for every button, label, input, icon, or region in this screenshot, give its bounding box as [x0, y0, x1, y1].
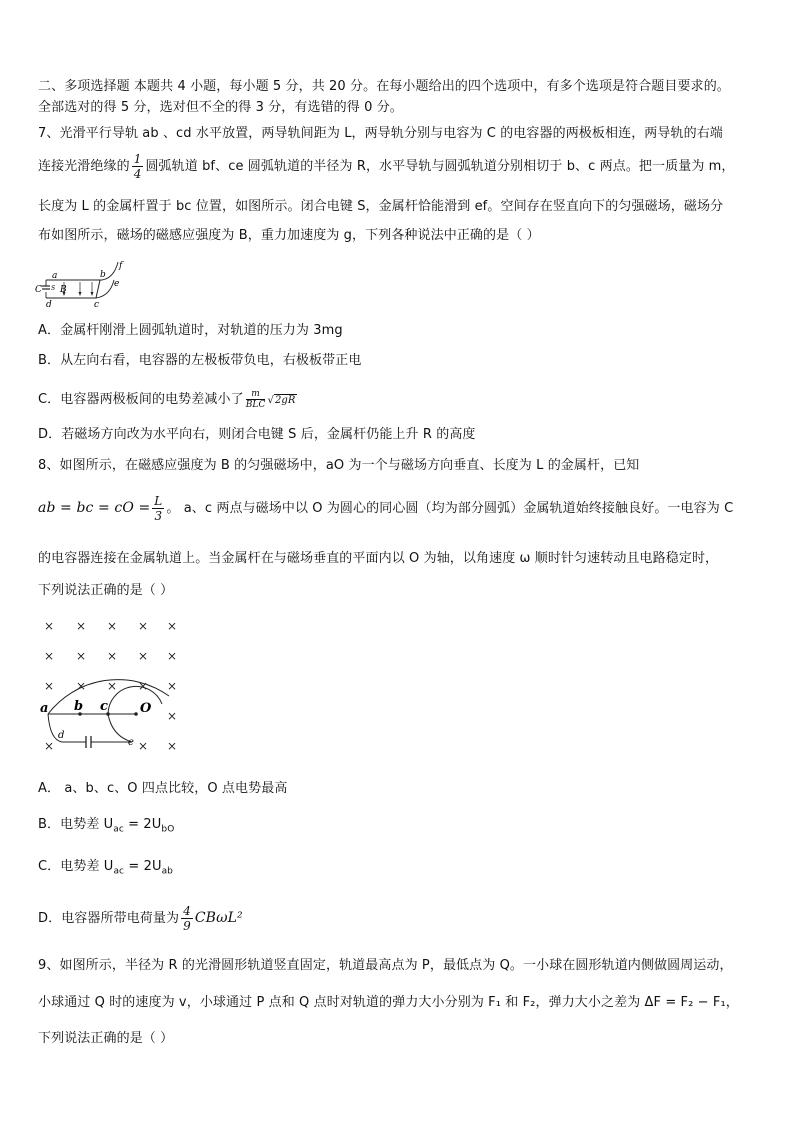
- q8-stem-line2: [38, 494, 733, 523]
- q7-option-c: [38, 389, 297, 410]
- svg-text:×: ×: [167, 679, 178, 693]
- q8-option-c-text: C．电势差 U: [38, 859, 114, 874]
- q8-stem-line4: 下列说法正确的是（ ）: [38, 583, 174, 598]
- svg-text:×: ×: [76, 649, 87, 663]
- svg-text:×: ×: [138, 619, 149, 633]
- svg-text:×: ×: [107, 649, 118, 663]
- svg-text:×: ×: [44, 679, 55, 693]
- svg-text:×: ×: [44, 649, 55, 663]
- svg-text:×: ×: [138, 649, 149, 663]
- q8-stem-line2-text: 。 a、c 两点与磁场中以 O 为圆心的同心圆（均为部分圆弧）金属轨道始终接触良好。一电容为 C: [166, 501, 734, 516]
- q7-option-c-sqrt: √2gR: [267, 395, 296, 406]
- q9-stem-line3: 下列说法正确的是（ ）: [38, 1031, 174, 1046]
- q8-stem-line1: 8、如图所示，在磁感应强度为 B 的匀强磁场中，aO 为一个与磁场方向垂直、长度为 L 的金属杆，已知: [38, 458, 640, 473]
- svg-text:×: ×: [76, 619, 87, 633]
- q8-option-d-text: D．电容器所带电荷量为: [38, 911, 180, 926]
- svg-text:×: ×: [107, 679, 118, 693]
- q7-option-b: B．从左向右看，电容器的左极板带负电，右极板带正电: [38, 353, 362, 368]
- q7-fig-label-f: f: [119, 261, 123, 271]
- q8-option-b-sub2: bO: [161, 824, 175, 835]
- q7-option-c-text: C．电容器两极板间的电势差减小了: [38, 392, 244, 407]
- q7-stem-line3: 长度为 L 的金属杆置于 bc 位置，如图所示。闭合电键 S，金属杆恰能滑到 ef。空间存在竖直向下的匀强磁场，磁场分: [38, 199, 724, 214]
- svg-text:×: ×: [167, 709, 178, 723]
- q7-option-d: D．若磁场方向改为水平向右，则闭合电键 S 后，金属杆仍能上升 R 的高度: [38, 427, 476, 442]
- q8-option-c-eq: = 2U: [124, 859, 162, 874]
- q8-option-b-eq: = 2U: [123, 817, 162, 832]
- q8-option-d: [38, 904, 243, 933]
- q8-fig-label-a: a: [40, 701, 49, 716]
- q8-option-b-text: B．电势差 U: [38, 817, 114, 832]
- q8-equation: ab = bc = cO =: [38, 500, 151, 516]
- q8-fig-label-c: c: [100, 699, 108, 714]
- q8-option-c: [38, 858, 173, 881]
- q8-fig-label-b: b: [74, 699, 84, 714]
- svg-text:×: ×: [44, 619, 55, 633]
- q7-fig-label-C: C: [35, 285, 42, 295]
- section-header-line2: 全部选对的得 5 分，选对但不全的得 3 分，有选错的得 0 分。: [38, 100, 403, 115]
- q8-figure: [36, 614, 186, 754]
- q7-fig-label-B: B: [60, 285, 67, 295]
- q8-option-c-sub1: ac: [113, 866, 125, 877]
- q8-option-d-tail: CBωL²: [194, 910, 243, 926]
- q7-fig-label-d: d: [46, 300, 52, 310]
- svg-text:×: ×: [44, 739, 55, 753]
- q8-option-b-sub1: ac: [113, 824, 124, 835]
- svg-text:×: ×: [167, 649, 178, 663]
- q8-fig-label-O: O: [140, 701, 152, 716]
- svg-text:×: ×: [138, 679, 149, 693]
- q7-figure: [34, 256, 134, 312]
- section-header-line1: 二、多项选择题 本题共 4 小题，每小题 5 分，共 20 分。在每小题给出的四个选项中，有多个选项是符合题目要求的。: [38, 79, 730, 94]
- q7-fig-label-a: a: [52, 271, 58, 281]
- q8-fig-label-e: e: [128, 737, 134, 748]
- q7-stem-line2: [38, 152, 735, 181]
- q7-stem-line2-b: 圆弧轨道 bf、ce 圆弧轨道的半径为 R，水平导轨与圆弧轨道分别相切于 b、c 两点。把一质量为 m，: [145, 159, 735, 174]
- svg-text:×: ×: [167, 619, 178, 633]
- q7-stem-line1: 7、光滑平行导轨 ab 、cd 水平放置，两导轨间距为 L，两导轨分别与电容为 C 的电容器的两极板相连，两导轨的右端: [38, 126, 723, 141]
- svg-text:×: ×: [107, 619, 118, 633]
- q8-equation-fraction: $\frac{L}{3}$: [154, 494, 163, 523]
- svg-text:×: ×: [76, 679, 87, 693]
- q7-fig-label-c: c: [94, 300, 100, 310]
- q9-stem-line2: 小球通过 Q 时的速度为 v，小球通过 P 点和 Q 点时对轨道的弹力大小分别为 F₁ 和 F₂，弹力大小之差为 ΔF = F₂ − F₁，: [38, 995, 739, 1010]
- q8-option-a: A． a、b、c、O 四点比较，O 点电势最高: [38, 781, 288, 796]
- q8-option-c-sub2: ab: [161, 866, 173, 877]
- svg-text:×: ×: [167, 739, 178, 753]
- q7-option-a: A．金属杆刚滑上圆弧轨道时，对轨道的压力为 3mg: [38, 323, 343, 338]
- q8-option-d-fraction: $\frac{4}{9}$: [183, 904, 191, 933]
- q8-option-b: [38, 816, 174, 839]
- q9-stem-line1: 9、如图所示，半径为 R 的光滑圆形轨道竖直固定，轨道最高点为 P，最低点为 Q。一小球在圆形轨道内侧做圆周运动，: [38, 958, 733, 973]
- q8-stem-line3: 的电容器连接在金属轨道上。当金属杆在与磁场垂直的平面内以 O 为轴，以角速度 ω 顺时针匀速转动且电路稳定时，: [38, 551, 719, 566]
- q7-fig-label-b: b: [100, 270, 106, 280]
- q7-option-c-fraction: $\frac{m}{\text{BLC}}$: [245, 389, 266, 410]
- svg-text:×: ×: [138, 739, 149, 753]
- q7-fig-label-e: e: [114, 279, 120, 289]
- q7-stem-line4: 布如图所示，磁场的磁感应强度为 B，重力加速度为 g，下列各种说法中正确的是（ ）: [38, 228, 540, 243]
- q7-quarter-fraction: $\frac{1}{4}$: [133, 152, 142, 181]
- q8-fig-label-d: d: [58, 730, 65, 741]
- q7-stem-line2-a: 连接光滑绝缘的: [38, 159, 130, 174]
- q7-fig-label-S: S: [51, 285, 56, 292]
